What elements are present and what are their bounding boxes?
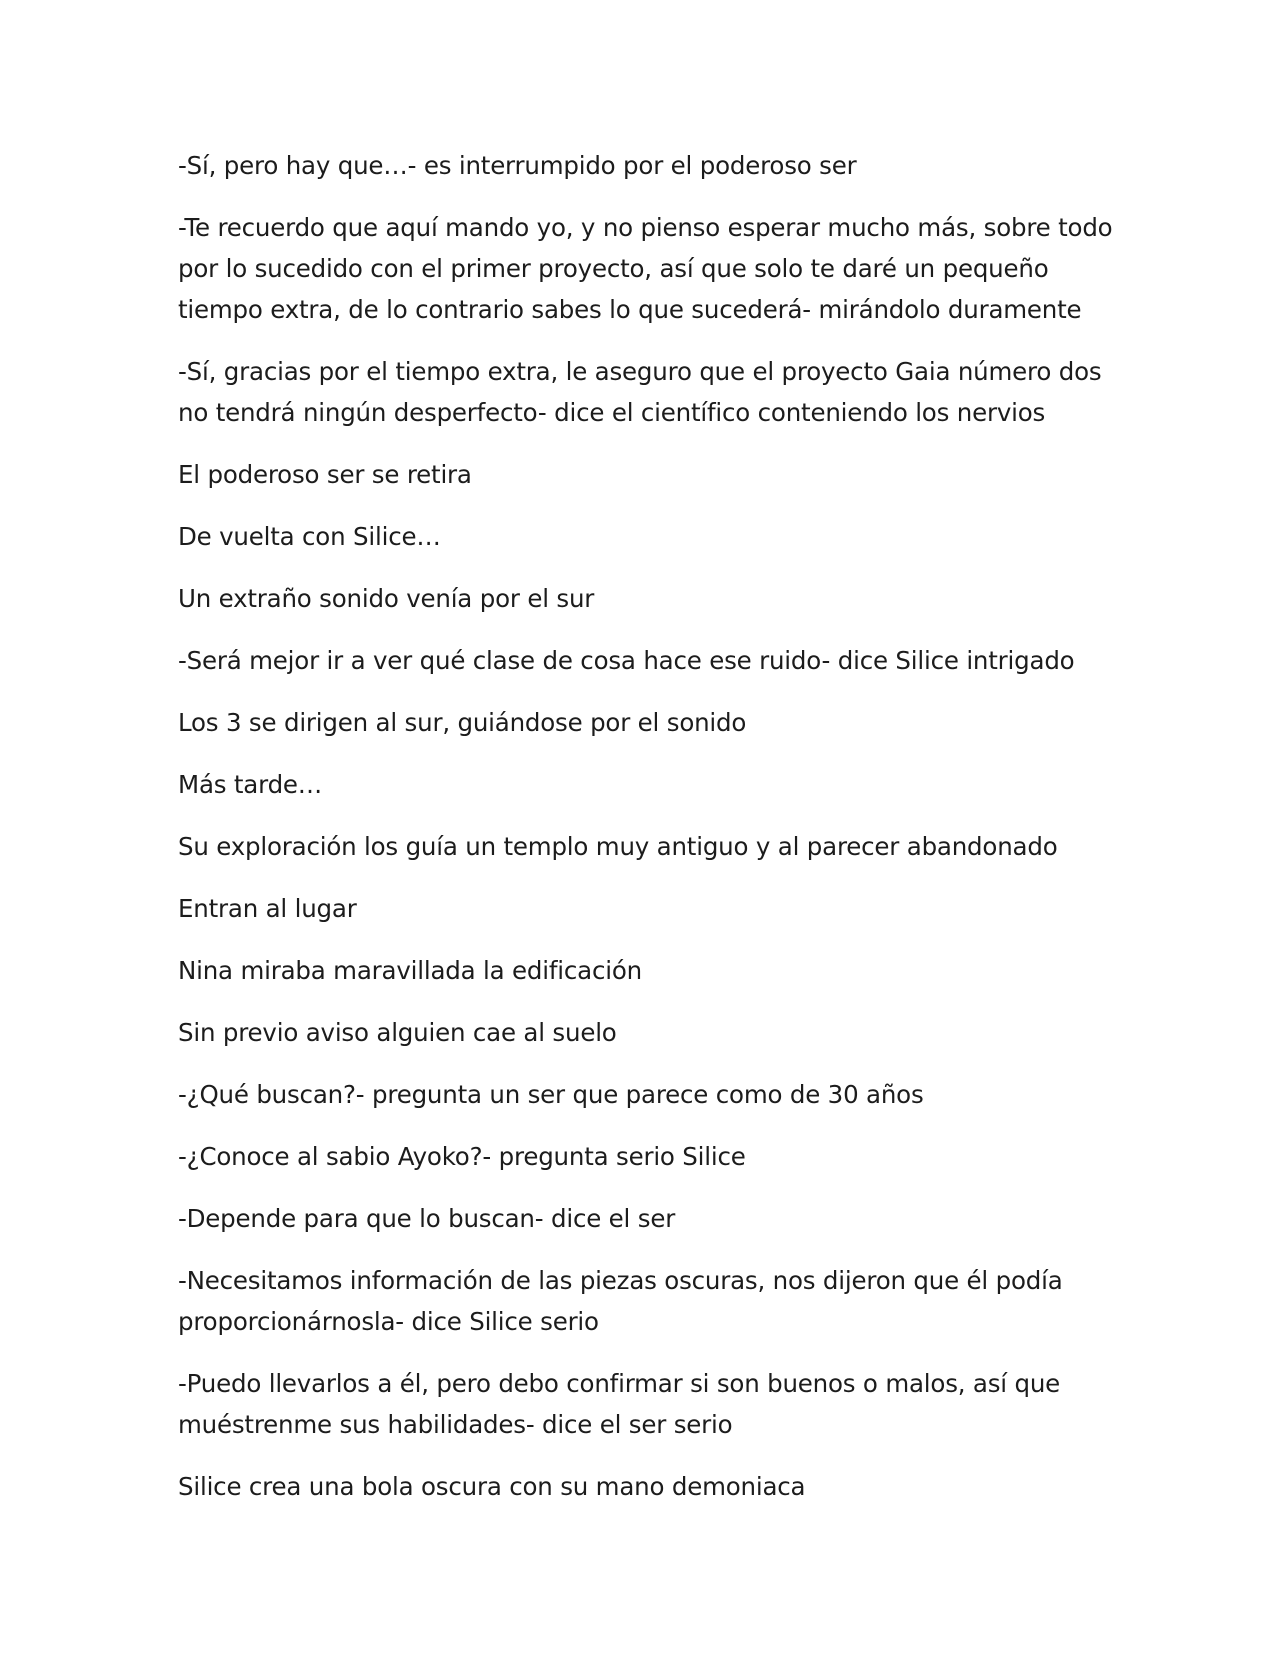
paragraph-10: Su exploración los guía un templo muy antiguo y al parecer abandonado [178, 832, 1058, 861]
paragraph-13: Sin previo aviso alguien cae al suelo [178, 1018, 617, 1047]
paragraph-1: -Sí, pero hay que…- es interrumpido por el poderoso ser [178, 151, 857, 180]
paragraph-15: -¿Conoce al sabio Ayoko?- pregunta serio Silice [178, 1142, 746, 1171]
paragraph-16: -Depende para que lo buscan- dice el ser [178, 1204, 676, 1233]
paragraph-8: Los 3 se dirigen al sur, guiándose por el sonido [178, 708, 747, 737]
paragraph-3: -Sí, gracias por el tiempo extra, le aseguro que el proyecto Gaia número dos no tendrá ningún desperfecto- dice el científico conteniendo los nervios [178, 357, 1102, 427]
paragraph-11: Entran al lugar [178, 894, 357, 923]
paragraph-4: El poderoso ser se retira [178, 460, 472, 489]
paragraph-17: -Necesitamos información de las piezas oscuras, nos dijeron que él podía proporcionárnosla- dice Silice serio [178, 1266, 1063, 1336]
paragraph-5: De vuelta con Silice… [178, 522, 441, 551]
document-body [178, 145, 1118, 1528]
paragraph-18: -Puedo llevarlos a él, pero debo confirmar si son buenos o malos, así que muéstrenme sus habilidades- dice el ser serio [178, 1369, 1061, 1439]
paragraph-12: Nina miraba maravillada la edificación [178, 956, 642, 985]
paragraph-6: Un extraño sonido venía por el sur [178, 584, 595, 613]
paragraph-9: Más tarde… [178, 770, 323, 799]
paragraph-2: -Te recuerdo que aquí mando yo, y no pienso esperar mucho más, sobre todo por lo sucedido con el primer proyecto, así que solo te daré un pequeño tiempo extra, de lo contrario sabes lo que sucederá- mirándolo duramente [178, 213, 1113, 324]
paragraph-14: -¿Qué buscan?- pregunta un ser que parece como de 30 años [178, 1080, 924, 1109]
paragraph-19: Silice crea una bola oscura con su mano demoniaca [178, 1472, 806, 1501]
paragraph-7: -Será mejor ir a ver qué clase de cosa hace ese ruido- dice Silice intrigado [178, 646, 1075, 675]
